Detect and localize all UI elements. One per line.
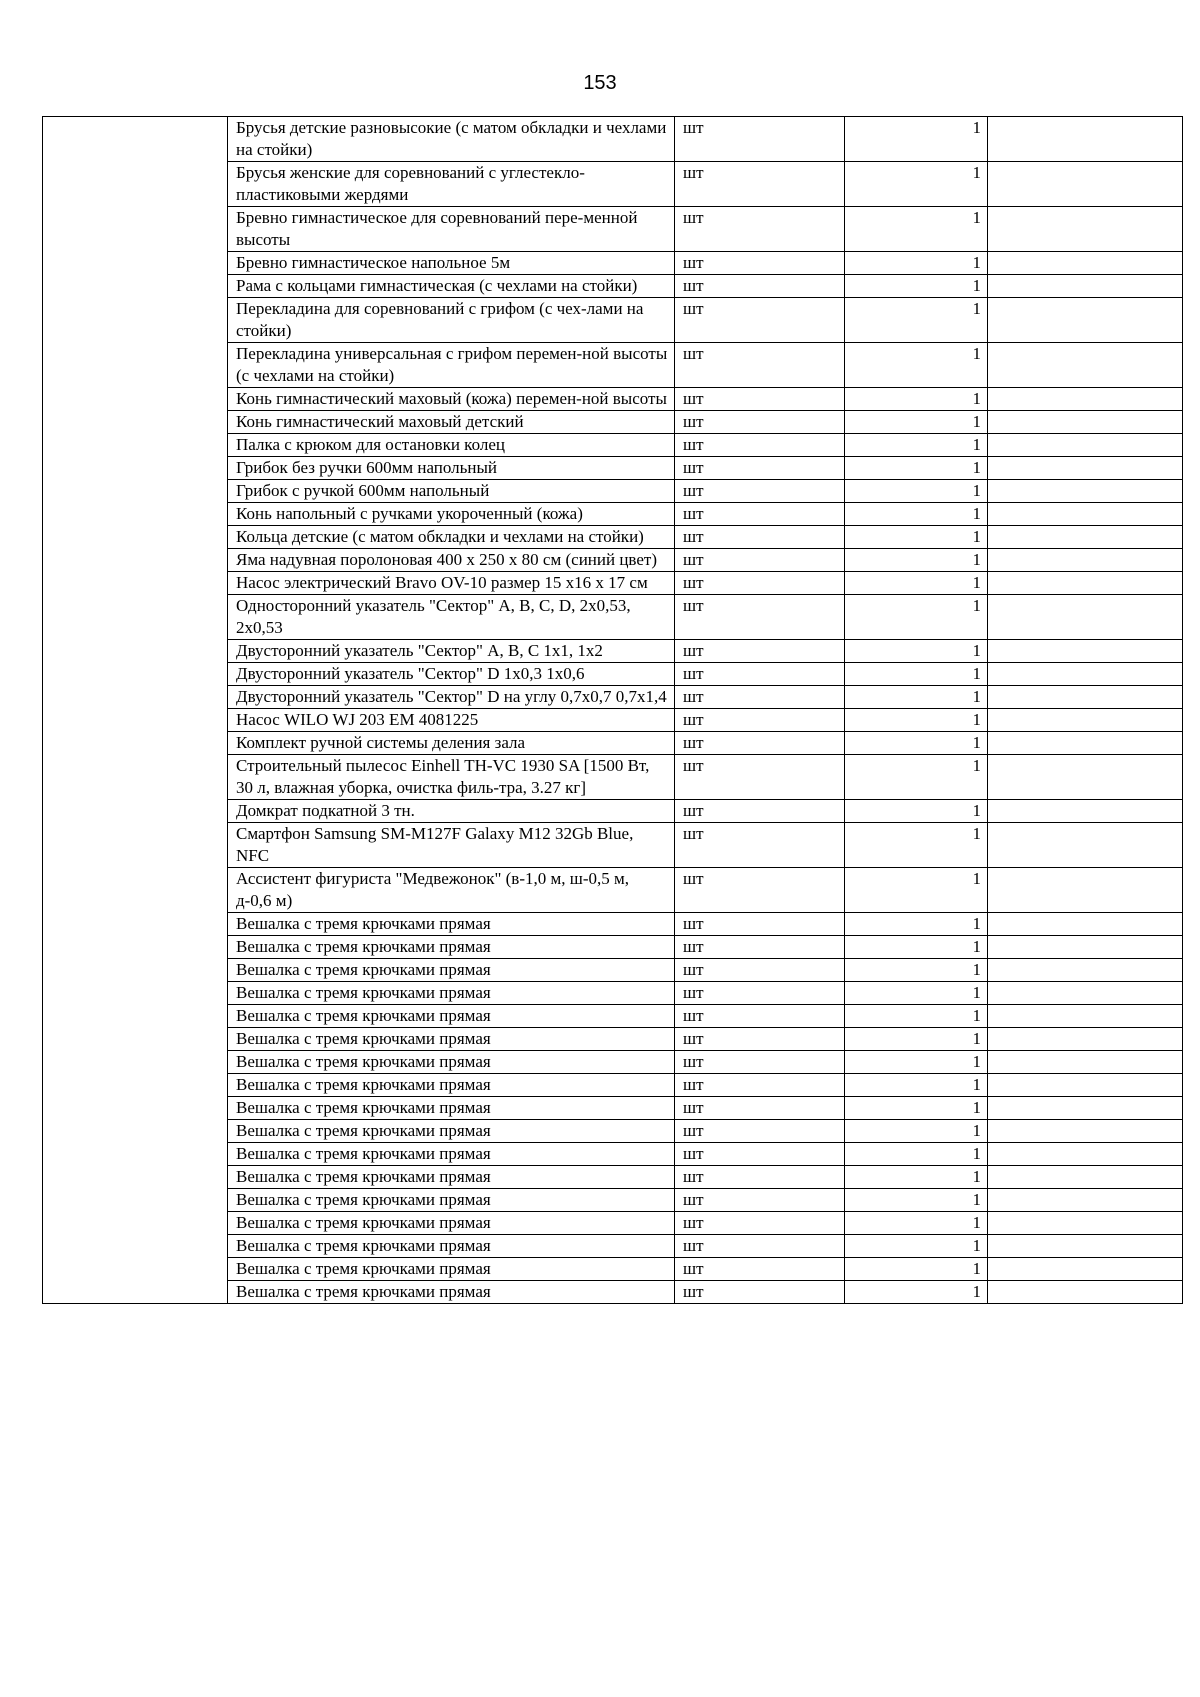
name-cell: Комплект ручной системы деления зала [228, 732, 675, 755]
name-cell: Двусторонний указатель "Сектор" D 1x0,3 1x0,6 [228, 663, 675, 686]
qty-cell: 1 [845, 1120, 988, 1143]
note-cell [988, 275, 1183, 298]
unit-cell: шт [675, 275, 845, 298]
unit-cell: шт [675, 936, 845, 959]
note-cell [988, 913, 1183, 936]
note-cell [988, 823, 1183, 868]
name-cell: Ассистент фигуриста "Медвежонок" (в-1,0 м, ш-0,5 м, д-0,6 м) [228, 868, 675, 913]
unit-cell: шт [675, 480, 845, 503]
note-cell [988, 1097, 1183, 1120]
unit-cell: шт [675, 982, 845, 1005]
unit-cell: шт [675, 709, 845, 732]
unit-cell: шт [675, 1005, 845, 1028]
note-cell [988, 1120, 1183, 1143]
unit-cell: шт [675, 1051, 845, 1074]
name-cell: Вешалка с тремя крючками прямая [228, 982, 675, 1005]
equipment-table [42, 116, 1183, 1304]
section-cell [43, 117, 228, 1304]
qty-cell: 1 [845, 549, 988, 572]
qty-cell: 1 [845, 823, 988, 868]
note-cell [988, 1258, 1183, 1281]
name-cell: Рама с кольцами гимнастическая (с чехлами на стойки) [228, 275, 675, 298]
note-cell [988, 686, 1183, 709]
name-cell: Домкрат подкатной 3 тн. [228, 800, 675, 823]
qty-cell: 1 [845, 207, 988, 252]
note-cell [988, 117, 1183, 162]
name-cell: Палка с крюком для остановки колец [228, 434, 675, 457]
unit-cell: шт [675, 732, 845, 755]
name-cell: Вешалка с тремя крючками прямая [228, 1212, 675, 1235]
name-cell: Вешалка с тремя крючками прямая [228, 1281, 675, 1304]
unit-cell: шт [675, 1028, 845, 1051]
qty-cell: 1 [845, 982, 988, 1005]
qty-cell: 1 [845, 913, 988, 936]
name-cell: Вешалка с тремя крючками прямая [228, 1028, 675, 1051]
name-cell: Перекладина универсальная с грифом перемен-ной высоты (с чехлами на стойки) [228, 343, 675, 388]
note-cell [988, 252, 1183, 275]
qty-cell: 1 [845, 800, 988, 823]
qty-cell: 1 [845, 1281, 988, 1304]
name-cell: Вешалка с тремя крючками прямая [228, 1097, 675, 1120]
unit-cell: шт [675, 411, 845, 434]
unit-cell: шт [675, 1166, 845, 1189]
qty-cell: 1 [845, 526, 988, 549]
name-cell: Вешалка с тремя крючками прямая [228, 1235, 675, 1258]
unit-cell: шт [675, 1189, 845, 1212]
unit-cell: шт [675, 434, 845, 457]
name-cell: Перекладина для соревнований с грифом (с чех-лами на стойки) [228, 298, 675, 343]
qty-cell: 1 [845, 434, 988, 457]
unit-cell: шт [675, 207, 845, 252]
note-cell [988, 1281, 1183, 1304]
unit-cell: шт [675, 868, 845, 913]
note-cell [988, 800, 1183, 823]
unit-cell: шт [675, 117, 845, 162]
note-cell [988, 1051, 1183, 1074]
unit-cell: шт [675, 913, 845, 936]
name-cell: Вешалка с тремя крючками прямая [228, 913, 675, 936]
unit-cell: шт [675, 503, 845, 526]
qty-cell: 1 [845, 503, 988, 526]
note-cell [988, 1235, 1183, 1258]
name-cell: Брусья детские разновысокие (с матом обкладки и чехлами на стойки) [228, 117, 675, 162]
name-cell: Двусторонний указатель "Сектор" D на углу 0,7x0,7 0,7x1,4 [228, 686, 675, 709]
note-cell [988, 595, 1183, 640]
qty-cell: 1 [845, 1166, 988, 1189]
name-cell: Вешалка с тремя крючками прямая [228, 1074, 675, 1097]
name-cell: Грибок без ручки 600мм напольный [228, 457, 675, 480]
name-cell: Строительный пылесос Einhell TH-VC 1930 SA [1500 Вт, 30 л, влажная уборка, очистка филь-тра, 3.27 кг] [228, 755, 675, 800]
qty-cell: 1 [845, 298, 988, 343]
unit-cell: шт [675, 1120, 845, 1143]
note-cell [988, 1166, 1183, 1189]
unit-cell: шт [675, 343, 845, 388]
note-cell [988, 298, 1183, 343]
qty-cell: 1 [845, 252, 988, 275]
qty-cell: 1 [845, 1189, 988, 1212]
note-cell [988, 1028, 1183, 1051]
name-cell: Двусторонний указатель "Сектор" A, B, C 1x1, 1x2 [228, 640, 675, 663]
qty-cell: 1 [845, 388, 988, 411]
qty-cell: 1 [845, 457, 988, 480]
unit-cell: шт [675, 1212, 845, 1235]
qty-cell: 1 [845, 709, 988, 732]
qty-cell: 1 [845, 868, 988, 913]
note-cell [988, 936, 1183, 959]
note-cell [988, 868, 1183, 913]
note-cell [988, 732, 1183, 755]
unit-cell: шт [675, 755, 845, 800]
name-cell: Конь напольный с ручками укороченный (кожа) [228, 503, 675, 526]
qty-cell: 1 [845, 1258, 988, 1281]
note-cell [988, 709, 1183, 732]
qty-cell: 1 [845, 959, 988, 982]
name-cell: Насос WILO WJ 203 EM 4081225 [228, 709, 675, 732]
unit-cell: шт [675, 823, 845, 868]
note-cell [988, 1074, 1183, 1097]
name-cell: Вешалка с тремя крючками прямая [228, 1005, 675, 1028]
note-cell [988, 207, 1183, 252]
name-cell: Вешалка с тремя крючками прямая [228, 936, 675, 959]
qty-cell: 1 [845, 572, 988, 595]
unit-cell: шт [675, 1143, 845, 1166]
note-cell [988, 457, 1183, 480]
note-cell [988, 526, 1183, 549]
note-cell [988, 755, 1183, 800]
name-cell: Насос электрический Bravo OV-10 размер 15 х16 х 17 см [228, 572, 675, 595]
qty-cell: 1 [845, 162, 988, 207]
note-cell [988, 982, 1183, 1005]
unit-cell: шт [675, 959, 845, 982]
qty-cell: 1 [845, 480, 988, 503]
unit-cell: шт [675, 1097, 845, 1120]
note-cell [988, 1143, 1183, 1166]
unit-cell: шт [675, 457, 845, 480]
qty-cell: 1 [845, 686, 988, 709]
unit-cell: шт [675, 252, 845, 275]
table-row [43, 117, 1183, 162]
note-cell [988, 549, 1183, 572]
qty-cell: 1 [845, 595, 988, 640]
note-cell [988, 434, 1183, 457]
qty-cell: 1 [845, 755, 988, 800]
unit-cell: шт [675, 388, 845, 411]
qty-cell: 1 [845, 640, 988, 663]
name-cell: Вешалка с тремя крючками прямая [228, 1189, 675, 1212]
name-cell: Вешалка с тремя крючками прямая [228, 1120, 675, 1143]
note-cell [988, 1189, 1183, 1212]
note-cell [988, 503, 1183, 526]
note-cell [988, 343, 1183, 388]
name-cell: Бревно гимнастическое для соревнований пере-менной высоты [228, 207, 675, 252]
unit-cell: шт [675, 1258, 845, 1281]
unit-cell: шт [675, 1074, 845, 1097]
note-cell [988, 411, 1183, 434]
name-cell: Конь гимнастический маховый (кожа) перемен-ной высоты [228, 388, 675, 411]
qty-cell: 1 [845, 1212, 988, 1235]
note-cell [988, 663, 1183, 686]
note-cell [988, 572, 1183, 595]
unit-cell: шт [675, 686, 845, 709]
note-cell [988, 388, 1183, 411]
unit-cell: шт [675, 549, 845, 572]
qty-cell: 1 [845, 936, 988, 959]
unit-cell: шт [675, 1235, 845, 1258]
qty-cell: 1 [845, 1051, 988, 1074]
unit-cell: шт [675, 640, 845, 663]
name-cell: Вешалка с тремя крючками прямая [228, 959, 675, 982]
name-cell: Односторонний указатель "Сектор" A, B, C, D, 2x0,53, 2x0,53 [228, 595, 675, 640]
name-cell: Грибок с ручкой 600мм напольный [228, 480, 675, 503]
name-cell: Бревно гимнастическое напольное 5м [228, 252, 675, 275]
unit-cell: шт [675, 572, 845, 595]
name-cell: Вешалка с тремя крючками прямая [228, 1166, 675, 1189]
qty-cell: 1 [845, 1005, 988, 1028]
qty-cell: 1 [845, 1143, 988, 1166]
note-cell [988, 162, 1183, 207]
unit-cell: шт [675, 800, 845, 823]
name-cell: Вешалка с тремя крючками прямая [228, 1258, 675, 1281]
qty-cell: 1 [845, 275, 988, 298]
note-cell [988, 640, 1183, 663]
note-cell [988, 480, 1183, 503]
qty-cell: 1 [845, 732, 988, 755]
qty-cell: 1 [845, 411, 988, 434]
note-cell [988, 1005, 1183, 1028]
qty-cell: 1 [845, 117, 988, 162]
unit-cell: шт [675, 526, 845, 549]
name-cell: Вешалка с тремя крючками прямая [228, 1051, 675, 1074]
table-body [43, 117, 1183, 1304]
name-cell: Смартфон Samsung SM-M127F Galaxy M12 32Gb Blue, NFC [228, 823, 675, 868]
qty-cell: 1 [845, 1074, 988, 1097]
qty-cell: 1 [845, 1235, 988, 1258]
name-cell: Кольца детские (с матом обкладки и чехлами на стойки) [228, 526, 675, 549]
qty-cell: 1 [845, 1028, 988, 1051]
qty-cell: 1 [845, 663, 988, 686]
page-number: 153 [583, 72, 617, 94]
name-cell: Брусья женские для соревнований с углестекло-пластиковыми жердями [228, 162, 675, 207]
unit-cell: шт [675, 595, 845, 640]
name-cell: Вешалка с тремя крючками прямая [228, 1143, 675, 1166]
name-cell: Яма надувная поролоновая 400 х 250 х 80 см (синий цвет) [228, 549, 675, 572]
unit-cell: шт [675, 162, 845, 207]
unit-cell: шт [675, 1281, 845, 1304]
unit-cell: шт [675, 663, 845, 686]
qty-cell: 1 [845, 1097, 988, 1120]
qty-cell: 1 [845, 343, 988, 388]
note-cell [988, 959, 1183, 982]
note-cell [988, 1212, 1183, 1235]
unit-cell: шт [675, 298, 845, 343]
name-cell: Конь гимнастический маховый детский [228, 411, 675, 434]
